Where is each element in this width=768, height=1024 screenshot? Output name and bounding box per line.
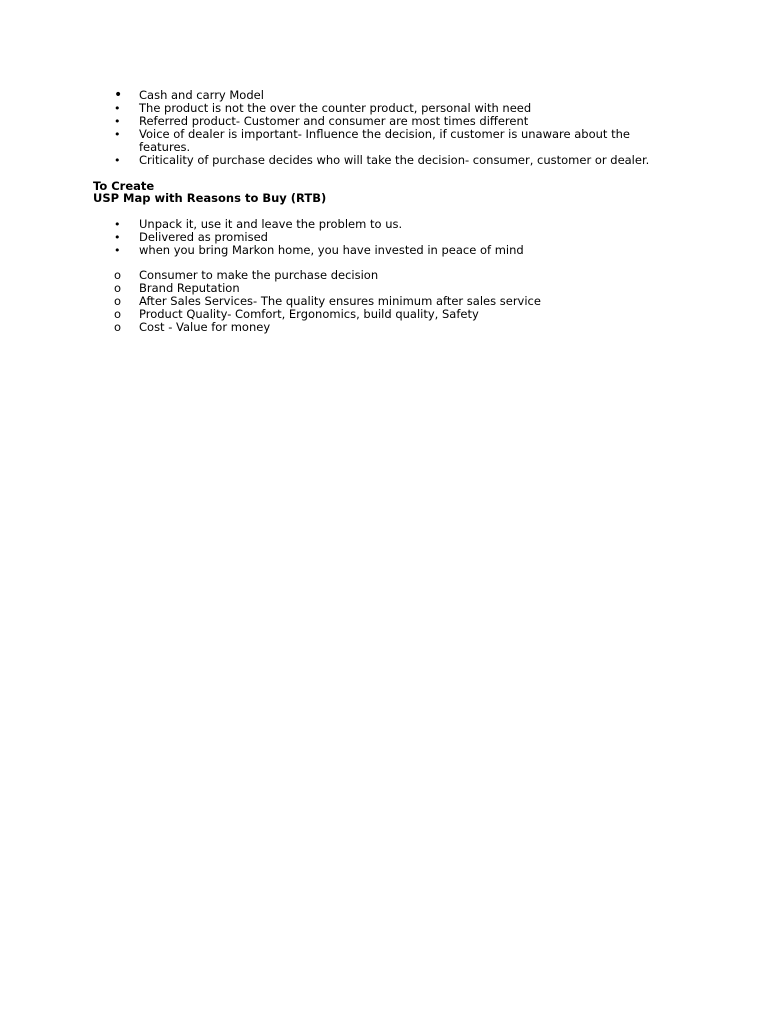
list-item-text: when you bring Markon home, you have invested in peace of mind: [139, 243, 524, 257]
list-item-text: Brand Reputation: [139, 281, 240, 295]
list-item-text: Referred product- Customer and consumer are most times different: [139, 114, 529, 128]
list-item-text: After Sales Services- The quality ensures minimum after sales service: [139, 294, 541, 308]
circle-bullet-icon: o: [114, 307, 122, 321]
section-heading-to-create: To Create: [93, 179, 155, 193]
list-item-text: The product is not the over the counter product, personal with need: [139, 101, 532, 115]
bullet-icon: •: [114, 102, 121, 115]
list-item: [0, 128, 659, 154]
circle-bullet-icon: o: [114, 320, 122, 334]
list-item-text: Cash and carry Model: [139, 88, 264, 102]
bullet-icon: •: [114, 154, 121, 167]
bullet-icon: •: [114, 231, 121, 244]
circle-bullet-icon: o: [114, 294, 122, 308]
bullet-icon: •: [114, 115, 121, 128]
section-heading-usp-map: USP Map with Reasons to Buy (RTB): [93, 191, 327, 205]
list-item: [0, 154, 659, 167]
bullet-icon: •: [114, 218, 121, 231]
bullet-icon: •: [114, 128, 121, 141]
list-item-text: Delivered as promised: [139, 230, 268, 244]
circle-bullet-icon: o: [114, 268, 122, 282]
list-item: [0, 244, 659, 257]
list-item-text: Cost - Value for money: [139, 320, 271, 334]
bullet-icon: •: [114, 87, 123, 103]
circle-list-reasons-to-buy: [0, 269, 768, 334]
list-item: [0, 321, 659, 334]
circle-bullet-icon: o: [114, 281, 122, 295]
list-item-text: Voice of dealer is important- Influence the decision, if customer is unaware about the features.: [139, 127, 630, 154]
list-item-text: Unpack it, use it and leave the problem to us.: [139, 217, 403, 231]
list-item: [0, 308, 659, 321]
list-item: [0, 218, 659, 231]
list-item-text: Consumer to make the purchase decision: [139, 268, 379, 282]
bullet-icon: •: [114, 244, 121, 257]
list-item-text: Product Quality- Comfort, Ergonomics, build quality, Safety: [139, 307, 479, 321]
list-item-text: Criticality of purchase decides who will take the decision- consumer, customer or dealer.: [139, 153, 650, 167]
bullet-list-purchase-factors: [0, 89, 768, 167]
bullet-list-usp: [0, 218, 768, 257]
list-item: [0, 269, 659, 282]
